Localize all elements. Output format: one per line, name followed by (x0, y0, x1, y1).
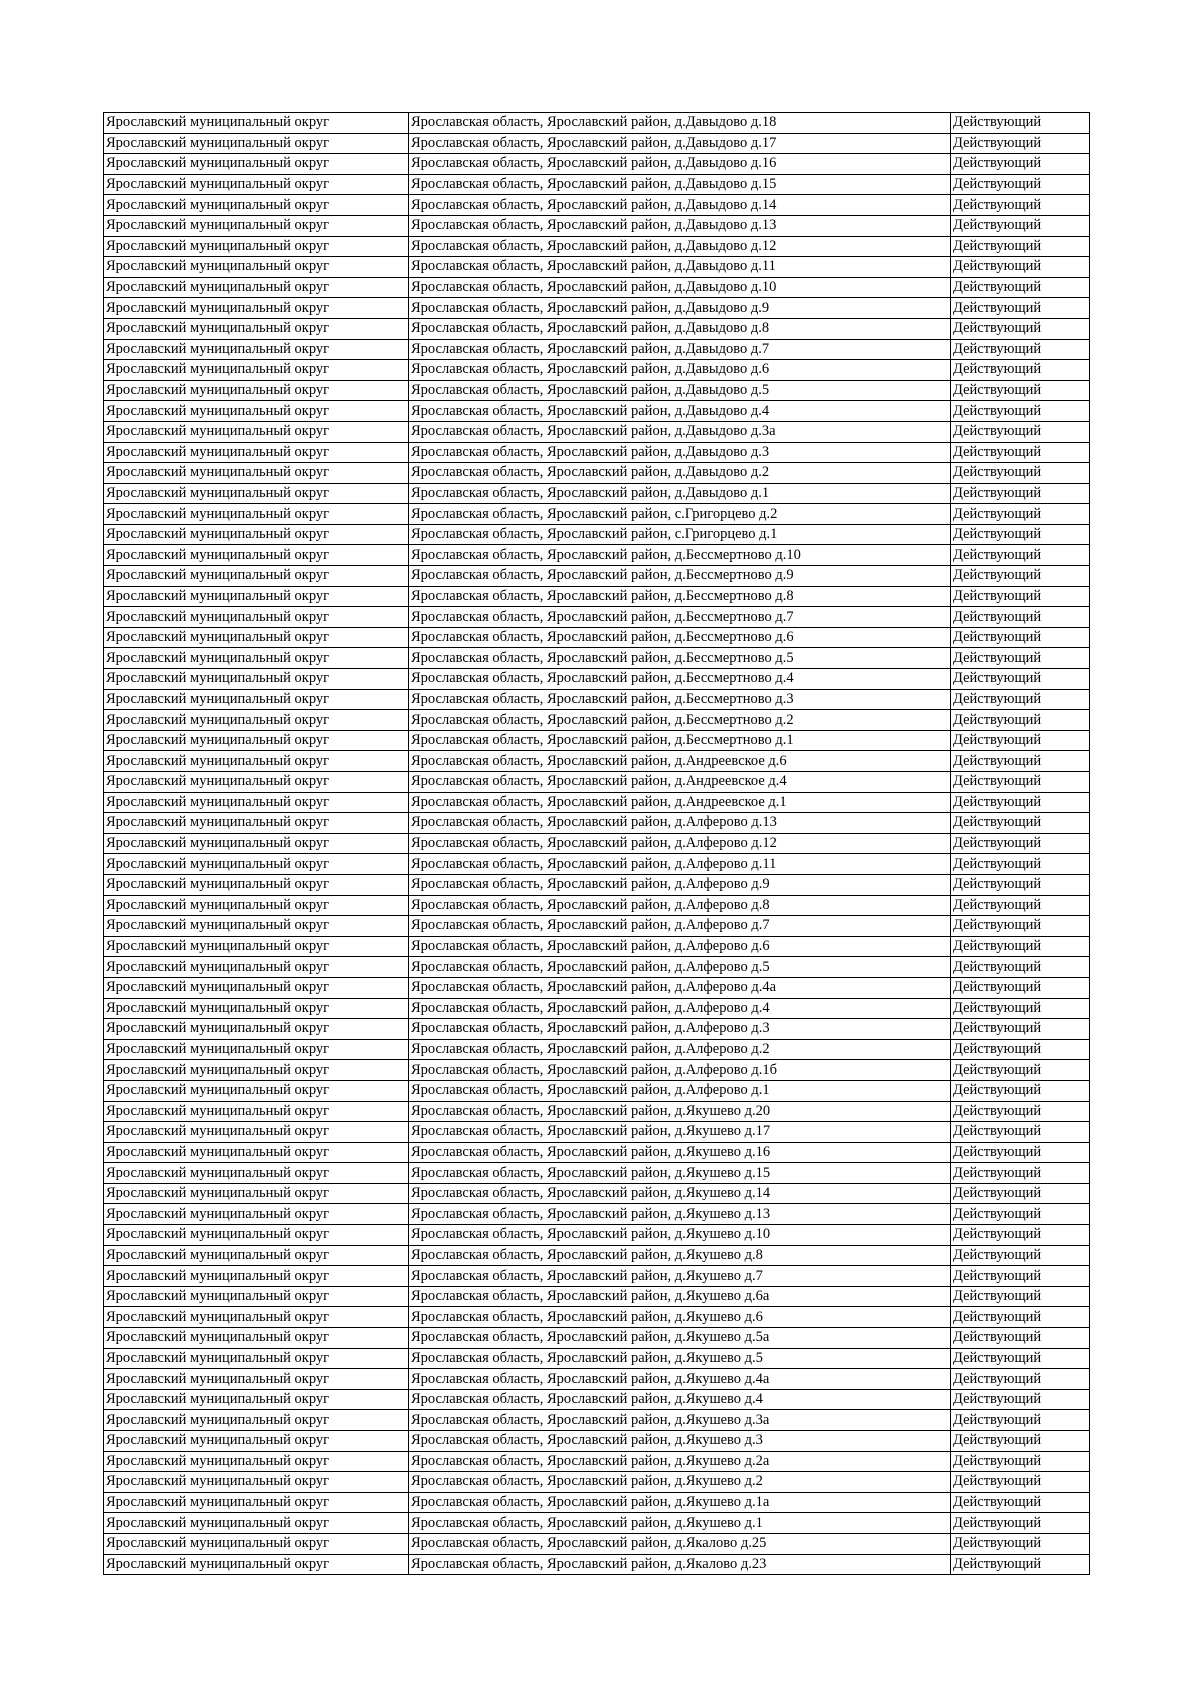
table-row (104, 833, 1090, 854)
address-cell: Ярославская область, Ярославский район, с.Григорцево д.2 (409, 504, 951, 525)
district-cell: Ярославский муниципальный округ (104, 524, 409, 545)
table-row (104, 813, 1090, 834)
table-row (104, 648, 1090, 669)
address-cell: Ярославская область, Ярославский район, д.Давыдово д.8 (409, 318, 951, 339)
address-cell: Ярославская область, Ярославский район, д.Алферово д.12 (409, 833, 951, 854)
status-cell: Действующий (951, 1472, 1090, 1493)
table-row (104, 318, 1090, 339)
status-cell: Действующий (951, 1060, 1090, 1081)
district-cell: Ярославский муниципальный округ (104, 215, 409, 236)
address-cell: Ярославская область, Ярославский район, д.Якушево д.2а (409, 1451, 951, 1472)
district-cell: Ярославский муниципальный округ (104, 1225, 409, 1246)
table-row (104, 1142, 1090, 1163)
district-cell: Ярославский муниципальный округ (104, 463, 409, 484)
address-cell: Ярославская область, Ярославский район, д.Якушево д.20 (409, 1101, 951, 1122)
table-row (104, 463, 1090, 484)
table-row (104, 401, 1090, 422)
address-cell: Ярославская область, Ярославский район, д.Бессмертново д.6 (409, 627, 951, 648)
address-cell: Ярославская область, Ярославский район, д.Алферово д.6 (409, 936, 951, 957)
table-row (104, 257, 1090, 278)
address-cell: Ярославская область, Ярославский район, д.Бессмертново д.5 (409, 648, 951, 669)
table-row (104, 421, 1090, 442)
table-row (104, 442, 1090, 463)
table-row (104, 1060, 1090, 1081)
table-row (104, 1513, 1090, 1534)
district-cell: Ярославский муниципальный округ (104, 1142, 409, 1163)
address-cell: Ярославская область, Ярославский район, д.Бессмертново д.4 (409, 669, 951, 690)
status-cell: Действующий (951, 1348, 1090, 1369)
address-cell: Ярославская область, Ярославский район, д.Давыдово д.13 (409, 215, 951, 236)
address-cell: Ярославская область, Ярославский район, д.Якушево д.1 (409, 1513, 951, 1534)
table-row (104, 524, 1090, 545)
address-cell: Ярославская область, Ярославский район, д.Андреевское д.1 (409, 792, 951, 813)
table-row (104, 916, 1090, 937)
address-cell: Ярославская область, Ярославский район, д.Давыдово д.15 (409, 174, 951, 195)
district-cell: Ярославский муниципальный округ (104, 1431, 409, 1452)
address-cell: Ярославская область, Ярославский район, д.Бессмертново д.3 (409, 689, 951, 710)
status-cell: Действующий (951, 936, 1090, 957)
status-cell: Действующий (951, 442, 1090, 463)
table-row (104, 1225, 1090, 1246)
table-row (104, 483, 1090, 504)
status-cell: Действующий (951, 1183, 1090, 1204)
address-cell: Ярославская область, Ярославский район, д.Андреевское д.4 (409, 772, 951, 793)
district-cell: Ярославский муниципальный округ (104, 895, 409, 916)
status-cell: Действующий (951, 1369, 1090, 1390)
district-cell: Ярославский муниципальный округ (104, 339, 409, 360)
address-cell: Ярославская область, Ярославский район, д.Якушево д.4а (409, 1369, 951, 1390)
table-row (104, 1163, 1090, 1184)
table-row (104, 1183, 1090, 1204)
address-cell: Ярославская область, Ярославский район, д.Давыдово д.14 (409, 195, 951, 216)
district-cell: Ярославский муниципальный округ (104, 421, 409, 442)
district-cell: Ярославский муниципальный округ (104, 1472, 409, 1493)
address-cell: Ярославская область, Ярославский район, д.Давыдово д.7 (409, 339, 951, 360)
district-cell: Ярославский муниципальный округ (104, 1245, 409, 1266)
status-cell: Действующий (951, 1513, 1090, 1534)
status-cell: Действующий (951, 215, 1090, 236)
address-cell: Ярославская область, Ярославский район, д.Алферово д.1 (409, 1080, 951, 1101)
table-row (104, 195, 1090, 216)
district-cell: Ярославский муниципальный округ (104, 1122, 409, 1143)
address-cell: Ярославская область, Ярославский район, д.Якушево д.7 (409, 1266, 951, 1287)
table-row (104, 566, 1090, 587)
table-row (104, 298, 1090, 319)
address-cell: Ярославская область, Ярославский район, д.Давыдово д.4 (409, 401, 951, 422)
address-cell: Ярославская область, Ярославский район, д.Давыдово д.1 (409, 483, 951, 504)
district-cell: Ярославский муниципальный округ (104, 1307, 409, 1328)
address-cell: Ярославская область, Ярославский район, д.Якушево д.6а (409, 1286, 951, 1307)
address-cell: Ярославская область, Ярославский район, д.Алферово д.11 (409, 854, 951, 875)
address-cell: Ярославская область, Ярославский район, д.Давыдово д.9 (409, 298, 951, 319)
status-cell: Действующий (951, 1286, 1090, 1307)
status-cell: Действующий (951, 1039, 1090, 1060)
table-row (104, 1410, 1090, 1431)
status-cell: Действующий (951, 1122, 1090, 1143)
table-row (104, 1348, 1090, 1369)
district-cell: Ярославский муниципальный округ (104, 154, 409, 175)
address-cell: Ярославская область, Ярославский район, д.Якушево д.1а (409, 1492, 951, 1513)
address-cell: Ярославская область, Ярославский район, д.Алферово д.2 (409, 1039, 951, 1060)
district-cell: Ярославский муниципальный округ (104, 710, 409, 731)
table-row (104, 133, 1090, 154)
district-cell: Ярославский муниципальный округ (104, 257, 409, 278)
district-cell: Ярославский муниципальный округ (104, 916, 409, 937)
status-cell: Действующий (951, 1492, 1090, 1513)
table-row (104, 1533, 1090, 1554)
table-row (104, 586, 1090, 607)
status-cell: Действующий (951, 277, 1090, 298)
status-cell: Действующий (951, 154, 1090, 175)
address-cell: Ярославская область, Ярославский район, д.Алферово д.5 (409, 957, 951, 978)
address-cell: Ярославская область, Ярославский район, д.Якушево д.10 (409, 1225, 951, 1246)
table-row (104, 1451, 1090, 1472)
table-row (104, 380, 1090, 401)
address-cell: Ярославская область, Ярославский район, д.Якушево д.2 (409, 1472, 951, 1493)
status-cell: Действующий (951, 1266, 1090, 1287)
district-cell: Ярославский муниципальный округ (104, 648, 409, 669)
table-row (104, 1286, 1090, 1307)
status-cell: Действующий (951, 874, 1090, 895)
address-cell: Ярославская область, Ярославский район, д.Якушево д.13 (409, 1204, 951, 1225)
district-cell: Ярославский муниципальный округ (104, 113, 409, 134)
table-row (104, 1266, 1090, 1287)
table-row (104, 154, 1090, 175)
status-cell: Действующий (951, 895, 1090, 916)
address-cell: Ярославская область, Ярославский район, д.Давыдово д.3 (409, 442, 951, 463)
status-cell: Действующий (951, 1389, 1090, 1410)
address-cell: Ярославская область, Ярославский район, д.Бессмертново д.8 (409, 586, 951, 607)
address-cell: Ярославская область, Ярославский район, д.Давыдово д.6 (409, 360, 951, 381)
table-row (104, 277, 1090, 298)
status-cell: Действующий (951, 833, 1090, 854)
district-cell: Ярославский муниципальный округ (104, 730, 409, 751)
district-cell: Ярославский муниципальный округ (104, 1060, 409, 1081)
district-cell: Ярославский муниципальный округ (104, 1533, 409, 1554)
status-cell: Действующий (951, 813, 1090, 834)
status-cell: Действующий (951, 1204, 1090, 1225)
status-cell: Действующий (951, 586, 1090, 607)
status-cell: Действующий (951, 339, 1090, 360)
status-cell: Действующий (951, 545, 1090, 566)
table-row (104, 957, 1090, 978)
status-cell: Действующий (951, 1328, 1090, 1349)
status-cell: Действующий (951, 1225, 1090, 1246)
status-cell: Действующий (951, 1101, 1090, 1122)
address-cell: Ярославская область, Ярославский район, д.Якушево д.17 (409, 1122, 951, 1143)
address-cell: Ярославская область, Ярославский район, д.Якушево д.8 (409, 1245, 951, 1266)
district-cell: Ярославский муниципальный округ (104, 401, 409, 422)
address-cell: Ярославская область, Ярославский район, д.Бессмертново д.2 (409, 710, 951, 731)
table-row (104, 1019, 1090, 1040)
district-cell: Ярославский муниципальный округ (104, 607, 409, 628)
status-cell: Действующий (951, 730, 1090, 751)
status-cell: Действующий (951, 524, 1090, 545)
address-cell: Ярославская область, Ярославский район, д.Алферово д.3 (409, 1019, 951, 1040)
table-row (104, 689, 1090, 710)
table-row (104, 1122, 1090, 1143)
district-cell: Ярославский муниципальный округ (104, 1080, 409, 1101)
status-cell: Действующий (951, 772, 1090, 793)
status-cell: Действующий (951, 318, 1090, 339)
address-cell: Ярославская область, Ярославский район, д.Якушево д.5а (409, 1328, 951, 1349)
address-cell: Ярославская область, Ярославский район, д.Давыдово д.11 (409, 257, 951, 278)
address-cell: Ярославская область, Ярославский район, д.Давыдово д.2 (409, 463, 951, 484)
table-row (104, 1472, 1090, 1493)
table-row (104, 1307, 1090, 1328)
district-cell: Ярославский муниципальный округ (104, 1163, 409, 1184)
table-row (104, 360, 1090, 381)
district-cell: Ярославский муниципальный округ (104, 854, 409, 875)
district-cell: Ярославский муниципальный округ (104, 483, 409, 504)
district-cell: Ярославский муниципальный округ (104, 751, 409, 772)
status-cell: Действующий (951, 421, 1090, 442)
status-cell: Действующий (951, 133, 1090, 154)
table-row (104, 730, 1090, 751)
address-cell: Ярославская область, Ярославский район, д.Якалово д.25 (409, 1533, 951, 1554)
address-cell: Ярославская область, Ярославский район, д.Давыдово д.5 (409, 380, 951, 401)
status-cell: Действующий (951, 607, 1090, 628)
status-cell: Действующий (951, 669, 1090, 690)
address-cell: Ярославская область, Ярославский район, д.Алферово д.9 (409, 874, 951, 895)
table-row (104, 792, 1090, 813)
status-cell: Действующий (951, 648, 1090, 669)
address-cell: Ярославская область, Ярославский район, д.Якушево д.3 (409, 1431, 951, 1452)
district-cell: Ярославский муниципальный округ (104, 133, 409, 154)
status-cell: Действующий (951, 113, 1090, 134)
registry-table-body (104, 113, 1090, 1575)
district-cell: Ярославский муниципальный округ (104, 1369, 409, 1390)
table-row (104, 215, 1090, 236)
table-row (104, 504, 1090, 525)
district-cell: Ярославский муниципальный округ (104, 1101, 409, 1122)
district-cell: Ярославский муниципальный округ (104, 689, 409, 710)
status-cell: Действующий (951, 380, 1090, 401)
status-cell: Действующий (951, 1142, 1090, 1163)
table-row (104, 1328, 1090, 1349)
status-cell: Действующий (951, 1019, 1090, 1040)
address-cell: Ярославская область, Ярославский район, д.Якушево д.6 (409, 1307, 951, 1328)
district-cell: Ярославский муниципальный округ (104, 360, 409, 381)
status-cell: Действующий (951, 751, 1090, 772)
district-cell: Ярославский муниципальный округ (104, 1266, 409, 1287)
district-cell: Ярославский муниципальный округ (104, 586, 409, 607)
status-cell: Действующий (951, 463, 1090, 484)
status-cell: Действующий (951, 792, 1090, 813)
table-row (104, 627, 1090, 648)
district-cell: Ярославский муниципальный округ (104, 833, 409, 854)
address-cell: Ярославская область, Ярославский район, д.Давыдово д.18 (409, 113, 951, 134)
district-cell: Ярославский муниципальный округ (104, 1451, 409, 1472)
district-cell: Ярославский муниципальный округ (104, 298, 409, 319)
address-cell: Ярославская область, Ярославский район, д.Алферово д.4 (409, 998, 951, 1019)
table-row (104, 1369, 1090, 1390)
address-cell: Ярославская область, Ярославский район, д.Давыдово д.16 (409, 154, 951, 175)
status-cell: Действующий (951, 1431, 1090, 1452)
status-cell: Действующий (951, 360, 1090, 381)
table-row (104, 1080, 1090, 1101)
status-cell: Действующий (951, 916, 1090, 937)
status-cell: Действующий (951, 854, 1090, 875)
district-cell: Ярославский муниципальный округ (104, 277, 409, 298)
status-cell: Действующий (951, 195, 1090, 216)
address-cell: Ярославская область, Ярославский район, д.Бессмертново д.1 (409, 730, 951, 751)
table-row (104, 1039, 1090, 1060)
table-row (104, 1554, 1090, 1575)
address-cell: Ярославская область, Ярославский район, д.Алферово д.4а (409, 977, 951, 998)
address-cell: Ярославская область, Ярославский район, д.Бессмертново д.9 (409, 566, 951, 587)
status-cell: Действующий (951, 998, 1090, 1019)
address-cell: Ярославская область, Ярославский район, д.Давыдово д.17 (409, 133, 951, 154)
district-cell: Ярославский муниципальный округ (104, 318, 409, 339)
table-row (104, 1431, 1090, 1452)
address-cell: Ярославская область, Ярославский район, д.Алферово д.8 (409, 895, 951, 916)
district-cell: Ярославский муниципальный округ (104, 1019, 409, 1040)
table-row (104, 1492, 1090, 1513)
district-cell: Ярославский муниципальный округ (104, 1389, 409, 1410)
district-cell: Ярославский муниципальный округ (104, 195, 409, 216)
district-cell: Ярославский муниципальный округ (104, 380, 409, 401)
table-row (104, 874, 1090, 895)
district-cell: Ярославский муниципальный округ (104, 1204, 409, 1225)
table-row (104, 1204, 1090, 1225)
district-cell: Ярославский муниципальный округ (104, 792, 409, 813)
table-row (104, 1245, 1090, 1266)
address-cell: Ярославская область, Ярославский район, д.Давыдово д.10 (409, 277, 951, 298)
table-row (104, 751, 1090, 772)
status-cell: Действующий (951, 1307, 1090, 1328)
status-cell: Действующий (951, 566, 1090, 587)
status-cell: Действующий (951, 257, 1090, 278)
district-cell: Ярославский муниципальный округ (104, 874, 409, 895)
district-cell: Ярославский муниципальный округ (104, 957, 409, 978)
status-cell: Действующий (951, 504, 1090, 525)
address-cell: Ярославская область, Ярославский район, д.Якушево д.3а (409, 1410, 951, 1431)
district-cell: Ярославский муниципальный округ (104, 669, 409, 690)
district-cell: Ярославский муниципальный округ (104, 545, 409, 566)
address-cell: Ярославская область, Ярославский район, д.Алферово д.1б (409, 1060, 951, 1081)
address-cell: Ярославская область, Ярославский район, д.Бессмертново д.7 (409, 607, 951, 628)
district-cell: Ярославский муниципальный округ (104, 1554, 409, 1575)
district-cell: Ярославский муниципальный округ (104, 772, 409, 793)
status-cell: Действующий (951, 627, 1090, 648)
table-row (104, 1389, 1090, 1410)
status-cell: Действующий (951, 1080, 1090, 1101)
table-row (104, 772, 1090, 793)
address-cell: Ярославская область, Ярославский район, д.Давыдово д.3а (409, 421, 951, 442)
status-cell: Действующий (951, 1533, 1090, 1554)
status-cell: Действующий (951, 977, 1090, 998)
district-cell: Ярославский муниципальный округ (104, 977, 409, 998)
address-cell: Ярославская область, Ярославский район, д.Алферово д.7 (409, 916, 951, 937)
district-cell: Ярославский муниципальный округ (104, 813, 409, 834)
district-cell: Ярославский муниципальный округ (104, 1039, 409, 1060)
status-cell: Действующий (951, 957, 1090, 978)
address-cell: Ярославская область, Ярославский район, д.Якушево д.4 (409, 1389, 951, 1410)
table-row (104, 1101, 1090, 1122)
district-cell: Ярославский муниципальный округ (104, 174, 409, 195)
status-cell: Действующий (951, 1163, 1090, 1184)
status-cell: Действующий (951, 1451, 1090, 1472)
district-cell: Ярославский муниципальный округ (104, 566, 409, 587)
table-row (104, 669, 1090, 690)
status-cell: Действующий (951, 236, 1090, 257)
table-row (104, 339, 1090, 360)
table-row (104, 977, 1090, 998)
address-cell: Ярославская область, Ярославский район, д.Андреевское д.6 (409, 751, 951, 772)
district-cell: Ярославский муниципальный округ (104, 442, 409, 463)
table-row (104, 236, 1090, 257)
address-cell: Ярославская область, Ярославский район, д.Якушево д.5 (409, 1348, 951, 1369)
address-cell: Ярославская область, Ярославский район, д.Бессмертново д.10 (409, 545, 951, 566)
district-cell: Ярославский муниципальный округ (104, 627, 409, 648)
registry-table (103, 112, 1090, 1575)
status-cell: Действующий (951, 298, 1090, 319)
table-row (104, 607, 1090, 628)
address-cell: Ярославская область, Ярославский район, д.Алферово д.13 (409, 813, 951, 834)
district-cell: Ярославский муниципальный округ (104, 936, 409, 957)
district-cell: Ярославский муниципальный округ (104, 1410, 409, 1431)
table-row (104, 936, 1090, 957)
table-row (104, 545, 1090, 566)
status-cell: Действующий (951, 483, 1090, 504)
address-cell: Ярославская область, Ярославский район, д.Якушево д.15 (409, 1163, 951, 1184)
district-cell: Ярославский муниципальный округ (104, 1348, 409, 1369)
status-cell: Действующий (951, 401, 1090, 422)
address-cell: Ярославская область, Ярославский район, д.Якушево д.14 (409, 1183, 951, 1204)
table-row (104, 895, 1090, 916)
status-cell: Действующий (951, 1554, 1090, 1575)
address-cell: Ярославская область, Ярославский район, д.Давыдово д.12 (409, 236, 951, 257)
table-row (104, 998, 1090, 1019)
address-cell: Ярославская область, Ярославский район, с.Григорцево д.1 (409, 524, 951, 545)
status-cell: Действующий (951, 689, 1090, 710)
district-cell: Ярославский муниципальный округ (104, 236, 409, 257)
district-cell: Ярославский муниципальный округ (104, 1492, 409, 1513)
address-cell: Ярославская область, Ярославский район, д.Якушево д.16 (409, 1142, 951, 1163)
status-cell: Действующий (951, 1245, 1090, 1266)
district-cell: Ярославский муниципальный округ (104, 1183, 409, 1204)
table-row (104, 710, 1090, 731)
table-row (104, 854, 1090, 875)
district-cell: Ярославский муниципальный округ (104, 1286, 409, 1307)
status-cell: Действующий (951, 710, 1090, 731)
district-cell: Ярославский муниципальный округ (104, 1328, 409, 1349)
status-cell: Действующий (951, 1410, 1090, 1431)
district-cell: Ярославский муниципальный округ (104, 504, 409, 525)
table-row (104, 174, 1090, 195)
address-cell: Ярославская область, Ярославский район, д.Якалово д.23 (409, 1554, 951, 1575)
district-cell: Ярославский муниципальный округ (104, 998, 409, 1019)
status-cell: Действующий (951, 174, 1090, 195)
table-row (104, 113, 1090, 134)
district-cell: Ярославский муниципальный округ (104, 1513, 409, 1534)
